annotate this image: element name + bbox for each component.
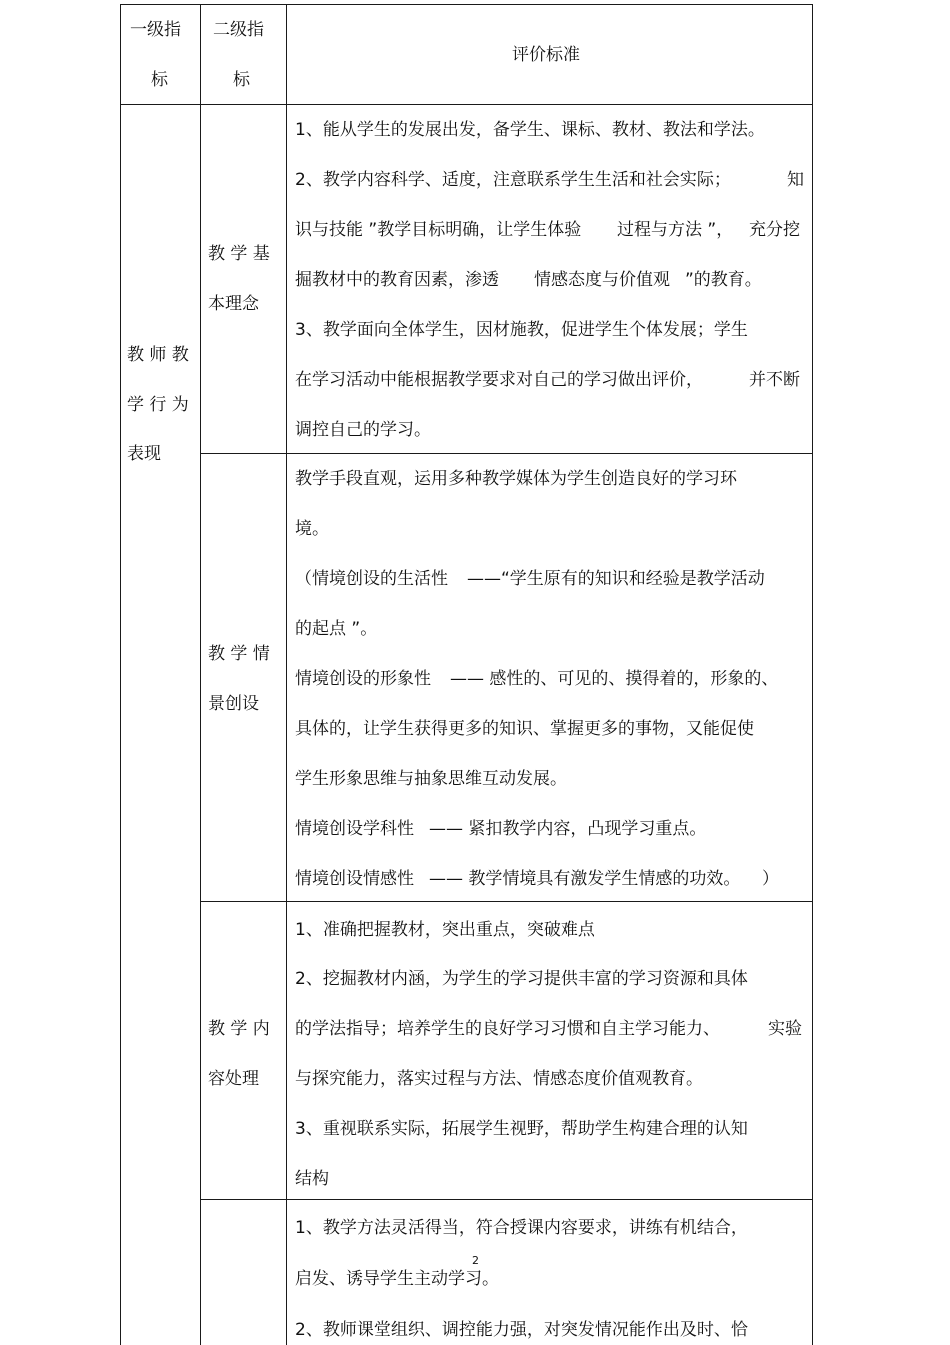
criteria-text: —— 紧扣教学内容，凸现学习重点。 — [429, 819, 707, 839]
level2-label-line: 教 学 基 — [208, 244, 270, 264]
criteria-text: 与探究能力，落实过程与方法、情感态度价值观教育。 — [295, 1069, 703, 1089]
criteria-text: 学生形象思维与抽象思维互动发展。 — [295, 769, 567, 789]
criteria-text: 3、教学面向全体学生，因材施教，促进学生个体发展；学生 — [295, 320, 748, 340]
criteria-text: 2、教学内容科学、适度，注意联系学生生活和社会实际； — [295, 170, 731, 190]
level2-label-line: 容处理 — [208, 1069, 259, 1089]
criteria-text: 情境创设情感性 — [295, 869, 414, 889]
table-divider-col2 — [286, 4, 287, 1345]
level2-label-line: 本理念 — [208, 294, 259, 314]
criteria-text: 2、挖掘教材内涵，为学生的学习提供丰富的学习资源和具体 — [295, 969, 748, 989]
criteria-text: 3、重视联系实际，拓展学生视野，帮助学生构建合理的认知 — [295, 1119, 748, 1139]
header-level2-line: 二级指 — [213, 20, 264, 40]
header-level2-line: 标 — [233, 70, 250, 90]
criteria-text: 具体的，让学生获得更多的知识、掌握更多的事物，又能促使 — [295, 719, 754, 739]
level2-label-line: 教 学 情 — [208, 644, 270, 664]
criteria-text: —— 感性的、可见的、摸得着的，形象的、 — [450, 669, 779, 689]
criteria-text: ） — [762, 869, 779, 889]
level2-label-line: 教 学 内 — [208, 1019, 270, 1039]
criteria-text: 1、能从学生的发展出发，备学生、课标、教材、教法和学法。 — [295, 120, 765, 140]
criteria-text: 实验 — [768, 1019, 802, 1039]
table-border-top — [120, 4, 813, 5]
level1-line: 教 师 教 — [127, 345, 189, 365]
criteria-text: 2、教师课堂组织、调控能力强，对突发情况能作出及时、恰 — [295, 1320, 748, 1340]
criteria-text: 充分挖 — [749, 220, 800, 240]
criteria-text: 启发、诱导学生主动学习。 — [295, 1269, 499, 1289]
criteria-text: 过程与方法 ”， — [617, 220, 734, 240]
criteria-text: 调控自己的学习。 — [295, 420, 431, 440]
criteria-text: 在学习活动中能根据教学要求对自己的学习做出评价， — [295, 370, 703, 390]
criteria-text: 情境创设的形象性 — [295, 669, 431, 689]
page-number: 2 — [472, 1254, 479, 1267]
table-border-left — [120, 4, 121, 1345]
criteria-text: 1、准确把握教材，突出重点，突破难点 — [295, 920, 595, 940]
table-border-right — [812, 4, 813, 1345]
criteria-text: 并不断 — [749, 370, 800, 390]
criteria-text: 识与技能 ”教学目标明确，让学生体验 — [295, 220, 582, 240]
level1-line: 表现 — [127, 444, 161, 464]
criteria-text: 结构 — [295, 1169, 329, 1189]
criteria-text: 境。 — [295, 519, 329, 539]
row-divider-3 — [200, 1199, 813, 1200]
criteria-text: 情感态度与价值观 — [534, 270, 670, 290]
criteria-text: 1、教学方法灵活得当，符合授课内容要求，讲练有机结合， — [295, 1218, 748, 1238]
criteria-text: ——“学生原有的知识和经验是教学活动 — [467, 569, 765, 589]
header-level1-line: 标 — [151, 70, 168, 90]
header-divider — [120, 104, 813, 105]
criteria-text: 情境创设学科性 — [295, 819, 414, 839]
criteria-text: 的学法指导；培养学生的良好学习习惯和自主学习能力、 — [295, 1019, 720, 1039]
row-divider-1 — [200, 453, 813, 454]
criteria-text: 教学手段直观，运用多种教学媒体为学生创造良好的学习环 — [295, 469, 737, 489]
criteria-text: （情境创设的生活性 — [295, 569, 448, 589]
criteria-text: 的起点 ”。 — [295, 619, 378, 639]
table-divider-col1 — [200, 4, 201, 1345]
criteria-text: 掘教材中的教育因素，渗透 — [295, 270, 499, 290]
level2-label-line: 景创设 — [208, 694, 259, 714]
row-divider-2 — [200, 901, 813, 902]
criteria-text: —— 教学情境具有激发学生情感的功效。 — [429, 869, 741, 889]
criteria-text: ”的教育。 — [685, 270, 762, 290]
header-level1-line: 一级指 — [130, 20, 181, 40]
criteria-text: 知 — [787, 170, 804, 190]
level1-line: 学 行 为 — [127, 395, 189, 415]
header-criteria: 评价标准 — [512, 45, 580, 65]
